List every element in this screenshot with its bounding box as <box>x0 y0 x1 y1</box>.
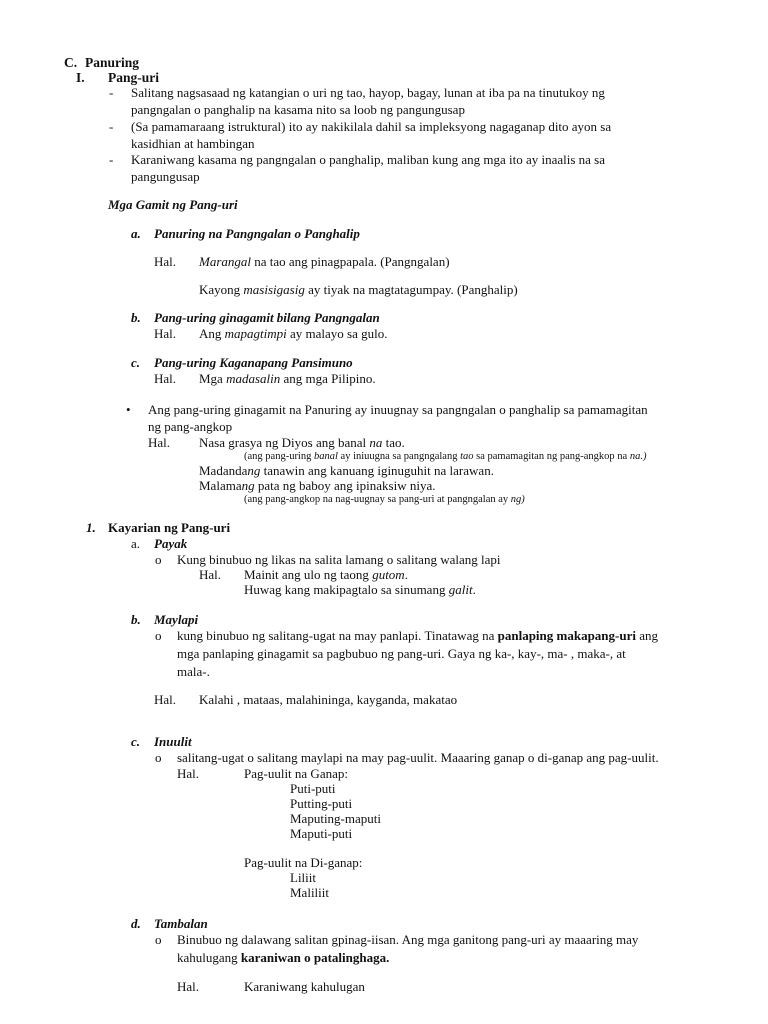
example-word: Maputing-maputi <box>290 811 381 826</box>
adjective-word: Marangal <box>199 254 251 269</box>
section-title: Panuring <box>85 55 140 70</box>
definition-line: Salitang nagsasaad ng katangian o uri ng tao, hayop, bagay, lunan at iba pa na tinutukoy ng <box>131 85 605 100</box>
description-text: salitang-ugat o salitang maylapi na may pag-uulit. Maaaring ganap o di-ganap ang pag-uulit. <box>177 750 659 765</box>
example-word: Maputi-puti <box>290 826 353 841</box>
description-text: kung binubuo ng salitang-ugat na may panlapi. Tinatawag na panlaping makapang-uri ang <box>177 628 659 643</box>
circle-bullet: o <box>155 628 162 643</box>
item-title: Panuring na Pangngalan o Panghalip <box>154 226 360 241</box>
definition-line: (Sa pamamaraang istruktural) ito ay nakikilala dahil sa impleksyong nagaganap dito ayon sa <box>131 119 612 134</box>
ganap-label: Pag-uulit na Ganap: <box>244 766 348 781</box>
hal-label: Hal. <box>177 766 200 781</box>
adjective-word: madasalin <box>226 371 281 386</box>
example-sentence: Mainit ang ulo ng taong gutom. <box>244 567 408 582</box>
description-text: Kung binubuo ng likas na salita lamang o salitang walang lapi <box>177 552 501 567</box>
example-note: (ang pang-angkop na nag-uugnay sa pang-uri at pangngalan ay ng) <box>244 494 525 505</box>
item-letter: d. <box>131 916 141 931</box>
dash-bullet: - <box>109 119 114 134</box>
key-term: karaniwan o patalinghaga. <box>240 950 390 965</box>
circle-bullet: o <box>155 932 162 947</box>
item-letter: c. <box>131 355 141 370</box>
example-sentence: Mga madasalin ang mga Pilipino. <box>199 371 376 386</box>
example-sentence: Huwag kang makipagtalo sa sinumang galit. <box>244 582 476 597</box>
kayarian-number: 1. <box>86 520 96 535</box>
item-title: Inuulit <box>154 734 192 749</box>
adjective-word: mapagtimpi <box>224 326 287 341</box>
hal-label: Hal. <box>177 979 200 994</box>
description-text: mga panlaping ginagamit sa pagbubuo ng pang-uri. Gaya ng ka-, kay-, ma- , maka-, at <box>177 646 626 661</box>
linker-text: Ang pang-uring ginagamit na Panuring ay inuugnay sa pangngalan o panghalip sa pamamagitan <box>148 402 648 417</box>
example-word: Maliliit <box>290 885 329 900</box>
example-note: (ang pang-uring banal ay iniuugna sa pangngalang tao sa pamamagitan ng pang-angkop na na.) <box>244 451 647 462</box>
definition-line: pangngalan o panghalip na kasama nito sa loob ng pangungusap <box>131 102 465 117</box>
example-list: Kalahi , mataas, malahininga, kayganda, makatao <box>199 692 458 707</box>
example-sentence: Nasa grasya ng Diyos ang banal na tao. <box>199 435 405 450</box>
section-letter: C. <box>64 55 78 70</box>
dash-bullet: - <box>109 152 114 167</box>
hal-label: Hal. <box>154 371 177 386</box>
item-title: Payak <box>154 536 188 551</box>
example-sentence: Ang mapagtimpi ay malayo sa gulo. <box>199 326 388 341</box>
round-bullet: • <box>126 402 131 417</box>
item-letter: c. <box>131 734 141 749</box>
item-title: Maylapi <box>154 612 199 627</box>
linker-word: na <box>369 435 383 450</box>
example-sentence: Kayong masisigasig ay tiyak na magtatagumpay. (Panghalip) <box>199 282 518 297</box>
circle-bullet: o <box>155 552 162 567</box>
example-sentence: Malamang pata ng baboy ang ipinaksiw niya. <box>199 478 436 493</box>
linker-word: ng <box>241 478 255 493</box>
circle-bullet: o <box>155 750 162 765</box>
item-letter: a. <box>131 536 141 551</box>
key-term: panlaping makapang-uri <box>497 628 636 643</box>
dash-bullet: - <box>109 85 114 100</box>
hal-label: Hal. <box>154 326 177 341</box>
kayarian-title: Kayarian ng Pang-uri <box>108 520 231 535</box>
linker-word: ng <box>247 463 261 478</box>
example-sentence: Madandang tanawin ang kanuang iginuguhit na larawan. <box>199 463 494 478</box>
adjective-word: gutom <box>372 567 405 582</box>
part-numeral: I. <box>76 70 85 85</box>
description-text: kahulugang karaniwan o patalinghaga. <box>177 950 390 965</box>
description-text: mala-. <box>177 664 210 679</box>
part-title: Pang-uri <box>108 70 160 85</box>
definition-line: pangungusap <box>131 169 200 184</box>
definition-line: kasidhian at hambingan <box>131 136 255 151</box>
adjective-word: galit <box>448 582 473 597</box>
example-word: Puti-puti <box>290 781 336 796</box>
item-title: Pang-uring ginagamit bilang Pangngalan <box>154 310 380 325</box>
uses-heading: Mga Gamit ng Pang-uri <box>108 197 238 212</box>
hal-label: Hal. <box>148 435 171 450</box>
hal-label: Hal. <box>154 254 177 269</box>
adjective-word: masisigasig <box>243 282 305 297</box>
example-sentence: Marangal na tao ang pinagpapala. (Pangngalan) <box>199 254 450 269</box>
example-word: Putting-puti <box>290 796 353 811</box>
hal-label: Hal. <box>199 567 222 582</box>
item-letter: b. <box>131 310 141 325</box>
item-letter: a. <box>131 226 141 241</box>
diganap-label: Pag-uulit na Di-ganap: <box>244 855 363 870</box>
item-title: Tambalan <box>154 916 208 931</box>
example-label: Karaniwang kahulugan <box>244 979 365 994</box>
item-letter: b. <box>131 612 141 627</box>
definition-line: Karaniwang kasama ng pangngalan o panghalip, maliban kung ang mga ito ay inaalis na sa <box>131 152 605 167</box>
example-word: Liliit <box>290 870 316 885</box>
linker-text: ng pang-angkop <box>148 419 233 434</box>
item-title: Pang-uring Kaganapang Pansimuno <box>154 355 353 370</box>
hal-label: Hal. <box>154 692 177 707</box>
description-text: Binubuo ng dalawang salitan gpinag-iisan. Ang mga ganitong pang-uri ay maaaring may <box>177 932 639 947</box>
